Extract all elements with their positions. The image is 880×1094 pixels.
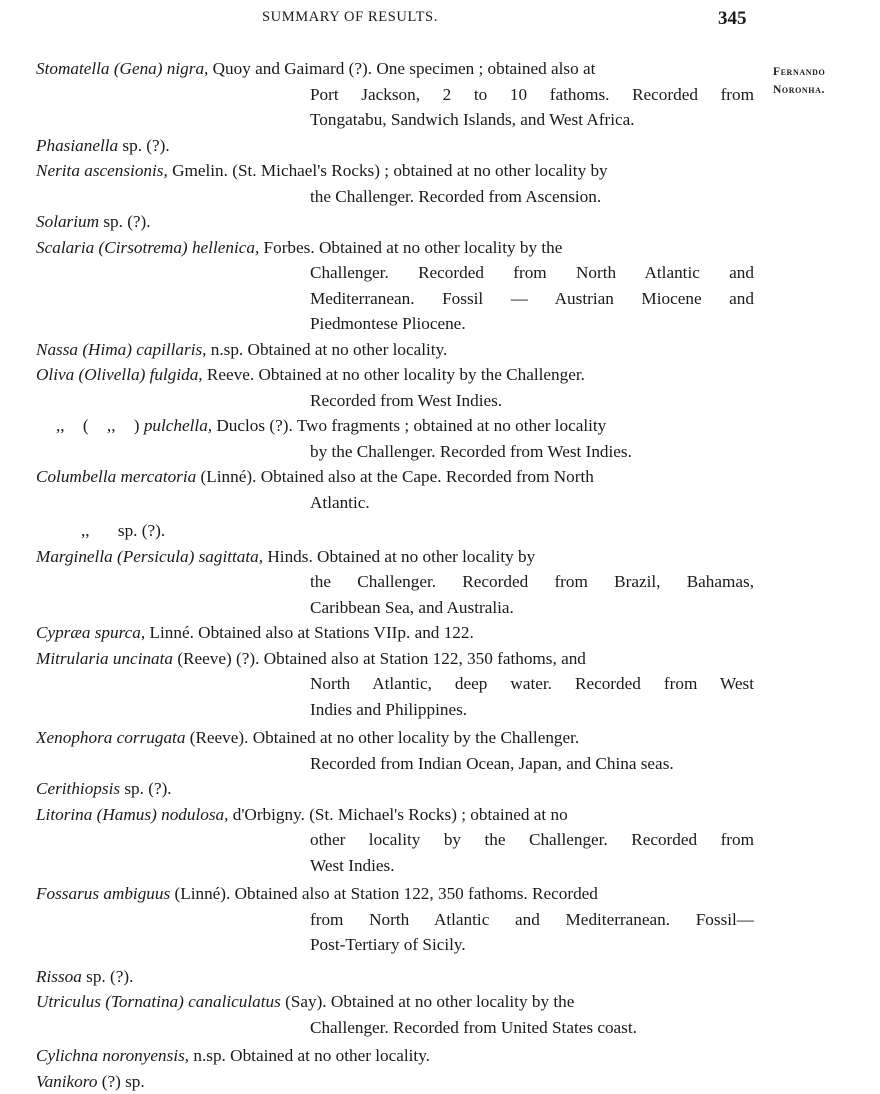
entry-continuation: Indies and Philippines. [36,697,754,723]
species-author: Linné. [145,623,194,642]
page-number: 345 [718,8,747,30]
species-author: Gmelin. [168,161,228,180]
entry-continuation: Port Jackson, 2 to 10 fathoms. Recorded from [36,82,754,108]
species-author: sp. (?). [114,521,166,540]
species-author: sp. (?). [120,779,172,798]
species-author: (Reeve) (?). [173,649,259,668]
entry-continuation: Post-Tertiary of Sicily. [36,932,754,958]
ditto-marks: ,, ( ,, ) [56,416,140,435]
species-entry [36,544,754,621]
entry-continuation: Challenger. Recorded from North Atlantic and [36,260,754,286]
entry-continuation: Piedmontese Pliocene. [36,311,754,337]
species-author: (Say). [281,992,327,1011]
species-list [36,56,754,1094]
species-author: (Reeve). [185,728,248,747]
entry-text: Two fragments ; obtained at no other locality [293,416,607,435]
species-entry [36,235,754,337]
species-entry [36,989,754,1040]
species-entry [36,1069,754,1094]
species-entry [36,725,754,776]
species-author: Forbes. [259,238,314,257]
species-author: sp. (?). [99,212,151,231]
species-entry [36,620,754,646]
entry-continuation: North Atlantic, deep water. Recorded from West [36,671,754,697]
species-entry [36,337,754,363]
species-name: Cypræa spurca, [36,623,145,642]
ditto-marks: ,, [81,521,90,540]
species-name: Scalaria (Cirsotrema) hellenica, [36,238,259,257]
species-entry [36,464,754,515]
species-entry [36,133,754,159]
entry-text: Obtained at no other locality. [226,1046,430,1065]
species-name: Stomatella (Gena) nigra, [36,59,208,78]
entry-text: One specimen ; obtained also at [372,59,595,78]
entry-text: Obtained also at Station 122, 350 fathoms, and [259,649,586,668]
species-name: Solarium [36,212,99,231]
species-author: Duclos (?). [212,416,293,435]
species-name: Fossarus ambiguus [36,884,170,903]
species-author: (Linné). [196,467,256,486]
entry-text: Obtained at no other locality by the [327,992,575,1011]
entry-text: Obtained at no other locality by the Challenger. [254,365,585,384]
species-name: Mitrularia uncinata [36,649,173,668]
species-author: n.sp. [206,340,243,359]
margin-locality-note [773,63,825,99]
entry-text: Obtained also at the Cape. Recorded from North [256,467,593,486]
entry-continuation: Recorded from West Indies. [36,388,754,414]
species-name: Cerithiopsis [36,779,120,798]
entry-continuation: Recorded from Indian Ocean, Japan, and China seas. [36,751,754,777]
species-author: (?) sp. [97,1072,144,1091]
species-author: d'Orbigny. [228,805,304,824]
species-entry [36,802,754,879]
species-author: n.sp. [189,1046,226,1065]
entry-text: Obtained at no other locality. [243,340,447,359]
species-name: Xenophora corrugata [36,728,185,747]
species-author: sp. (?). [118,136,170,155]
species-name: pulchella, [140,416,213,435]
entry-text: Obtained also at Station 122, 350 fathoms. Recorded [230,884,598,903]
entry-text: (St. Michael's Rocks) ; obtained at no [305,805,568,824]
entry-text: Obtained at no other locality by [313,547,535,566]
entry-continuation: the Challenger. Recorded from Ascension. [36,184,754,210]
species-entry [36,209,754,235]
species-author: sp. (?). [82,967,134,986]
species-entry [36,413,754,464]
entry-continuation: Atlantic. [36,490,754,516]
entry-continuation: from North Atlantic and Mediterranean. Fossil— [36,907,754,933]
species-entry [36,964,754,990]
species-name: Utriculus (Tornatina) canaliculatus [36,992,281,1011]
entry-continuation: Challenger. Recorded from United States coast. [36,1015,754,1041]
entry-continuation: the Challenger. Recorded from Brazil, Bahamas, [36,569,754,595]
species-entry [36,362,754,413]
species-author: (Linné). [170,884,230,903]
species-name: Nerita ascensionis, [36,161,168,180]
species-name: Phasianella [36,136,118,155]
species-author: Quoy and Gaimard (?). [208,59,372,78]
species-name: Vanikoro [36,1072,97,1091]
species-entry [36,158,754,209]
species-entry [36,646,754,723]
species-entry [36,56,754,133]
entry-text: Obtained at no other locality by the Challenger. [248,728,579,747]
species-entry [36,776,754,802]
entry-text: Obtained also at Stations VIIp. and 122. [194,623,474,642]
species-name: Cylichna noronyensis, [36,1046,189,1065]
species-name: Columbella mercatoria [36,467,196,486]
species-entry [36,518,754,544]
entry-continuation: Tongatabu, Sandwich Islands, and West Africa. [36,107,754,133]
species-entry [36,881,754,958]
entry-text: Obtained at no other locality by the [315,238,563,257]
species-name: Nassa (Hima) capillaris, [36,340,206,359]
margin-note-line-2: Noronha. [773,81,825,99]
running-title: SUMMARY OF RESULTS. [262,9,438,26]
species-name: Oliva (Olivella) fulgida, [36,365,203,384]
entry-continuation: Caribbean Sea, and Australia. [36,595,754,621]
species-name: Rissoa [36,967,82,986]
species-author: Reeve. [203,365,255,384]
species-author: Hinds. [263,547,313,566]
entry-continuation: West Indies. [36,853,754,879]
entry-continuation: Mediterranean. Fossil — Austrian Miocene and [36,286,754,312]
entry-continuation: by the Challenger. Recorded from West Indies. [36,439,754,465]
species-entry [36,1043,754,1069]
entry-continuation: other locality by the Challenger. Recorded from [36,827,754,853]
margin-note-line-1: Fernando [773,63,825,81]
entry-text: (St. Michael's Rocks) ; obtained at no other locality by [228,161,608,180]
species-name: Marginella (Persicula) sagittata, [36,547,263,566]
species-name: Litorina (Hamus) nodulosa, [36,805,228,824]
